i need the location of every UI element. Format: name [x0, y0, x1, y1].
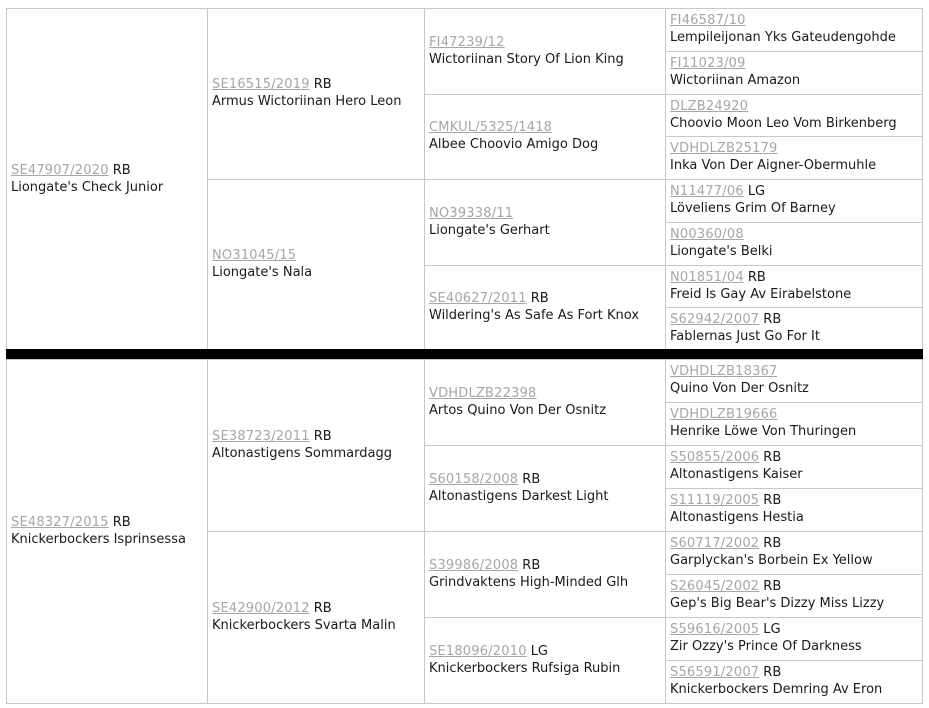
- dog-name: Garplyckan's Borbein Ex Yellow: [670, 553, 873, 568]
- title-badge: RB: [112, 514, 131, 530]
- registration-line: [429, 291, 661, 307]
- pedigree-cell: [207, 179, 425, 351]
- pedigree-cell: [665, 574, 923, 618]
- pedigree-cell: [207, 359, 425, 532]
- registration-line: [429, 206, 661, 222]
- registration-line: [670, 270, 918, 286]
- title-badge: LG: [530, 643, 549, 659]
- registration-line: [429, 35, 661, 51]
- registration-line: [670, 141, 918, 157]
- dog-name: Grindvaktens High-Minded Glh: [429, 574, 629, 590]
- pedigree-cell: [424, 179, 666, 266]
- dog-name: Altonastigens Sommardagg: [212, 445, 392, 461]
- dog-name: Freid Is Gay Av Eirabelstone: [670, 286, 852, 302]
- dog-name: Fablernas Just Go For It: [670, 329, 820, 344]
- registration-line: [670, 227, 918, 243]
- registration-line: [212, 77, 420, 93]
- dog-name: Liongate's Nala: [212, 265, 313, 280]
- pedigree-cell: [424, 445, 666, 532]
- title-badge: RB: [313, 428, 332, 444]
- registration-link[interactable]: DLZB24920: [670, 98, 749, 114]
- dog-name: Knickerbockers Isprinsessa: [11, 531, 186, 547]
- title-badge: RB: [522, 471, 541, 487]
- registration-line: [212, 601, 420, 617]
- registration-line: [670, 184, 918, 200]
- dog-name: Zir Ozzy's Prince Of Darkness: [670, 639, 862, 654]
- registration-link[interactable]: NO39338/11: [429, 205, 514, 221]
- dog-name: Knickerbockers Demring Av Eron: [670, 682, 883, 697]
- dog-name: Gep's Big Bear's Dizzy Miss Lizzy: [670, 596, 885, 611]
- registration-link[interactable]: SE38723/2011: [212, 428, 310, 444]
- pedigree-cell: [665, 660, 923, 704]
- registration-line: [429, 644, 661, 660]
- pedigree-cell: [424, 265, 666, 351]
- registration-link[interactable]: SE18096/2010: [429, 643, 527, 659]
- registration-link[interactable]: FI11023/09: [670, 56, 746, 71]
- dog-name: Wictoriinan Story Of Lion King: [429, 51, 624, 67]
- registration-line: [670, 579, 918, 595]
- pedigree-cell: [665, 136, 923, 180]
- registration-link[interactable]: VDHDLZB25179: [670, 141, 778, 156]
- registration-link[interactable]: VDHDLZB19666: [670, 407, 778, 422]
- title-badge: RB: [313, 600, 332, 616]
- pedigree-cell: [424, 8, 666, 95]
- registration-link[interactable]: S59616/2005: [670, 622, 760, 637]
- registration-link[interactable]: VDHDLZB18367: [670, 364, 778, 379]
- registration-link[interactable]: S39986/2008: [429, 557, 519, 573]
- title-badge: LG: [763, 622, 781, 637]
- pedigree-cell: [207, 531, 425, 704]
- dog-name: Inka Von Der Aigner-Obermuhle: [670, 158, 877, 173]
- registration-line: [670, 13, 918, 29]
- pedigree-cell: [207, 8, 425, 180]
- registration-link[interactable]: SE40627/2011: [429, 291, 527, 306]
- pedigree-cell: [424, 531, 666, 618]
- title-badge: RB: [763, 579, 782, 594]
- title-badge: RB: [763, 536, 782, 551]
- pedigree-cell: [665, 94, 923, 137]
- pedigree-cell: [665, 445, 923, 489]
- title-badge: RB: [763, 665, 782, 680]
- registration-line: [670, 56, 918, 72]
- registration-link[interactable]: N01851/04: [670, 269, 744, 285]
- dog-name: Altonastigens Hestia: [670, 510, 804, 525]
- title-badge: RB: [763, 493, 782, 508]
- registration-line: [212, 429, 420, 445]
- pedigree-cell: [665, 265, 923, 308]
- registration-line: [670, 312, 918, 328]
- registration-link[interactable]: SE16515/2019: [212, 77, 310, 92]
- dog-name: Quino Von Der Osnitz: [670, 381, 809, 396]
- dog-name: Henrike Löwe Von Thuringen: [670, 424, 857, 439]
- registration-link[interactable]: FI46587/10: [670, 13, 746, 28]
- title-badge: RB: [112, 162, 131, 178]
- dog-name: Knickerbockers Svarta Malin: [212, 617, 396, 633]
- registration-line: [670, 493, 918, 509]
- registration-line: [670, 99, 918, 115]
- title-badge: LG: [747, 184, 766, 199]
- dog-name: Altonastigens Darkest Light: [429, 488, 609, 504]
- pedigree-cell: [665, 222, 923, 266]
- registration-line: [670, 364, 918, 380]
- title-badge: RB: [763, 312, 782, 327]
- registration-link[interactable]: FI47239/12: [429, 34, 505, 50]
- registration-line: [429, 386, 661, 402]
- registration-link[interactable]: SE42900/2012: [212, 600, 310, 616]
- registration-line: [670, 536, 918, 552]
- pedigree-cell: [665, 488, 923, 532]
- dog-name: Liongate's Gerhart: [429, 222, 550, 238]
- registration-line: [429, 472, 661, 488]
- registration-line: [11, 163, 203, 179]
- registration-link[interactable]: NO31045/15: [212, 248, 297, 263]
- registration-line: [429, 558, 661, 574]
- dog-name: Wictoriinan Amazon: [670, 73, 801, 88]
- registration-link[interactable]: S60717/2002: [670, 536, 760, 551]
- dog-name: Knickerbockers Rufsiga Rubin: [429, 660, 621, 676]
- dog-name: Liongate's Check Junior: [11, 179, 164, 195]
- title-badge: RB: [530, 291, 549, 306]
- pedigree-cell: [6, 359, 208, 704]
- title-badge: RB: [522, 557, 541, 573]
- registration-link[interactable]: CMKUL/5325/1418: [429, 120, 553, 135]
- half-divider: [6, 349, 923, 359]
- pedigree-cell: [665, 179, 923, 223]
- registration-line: [11, 515, 203, 531]
- pedigree-cell: [665, 531, 923, 575]
- registration-link[interactable]: S62942/2007: [670, 312, 760, 327]
- dog-name: Armus Wictoriinan Hero Leon: [212, 94, 402, 109]
- registration-link[interactable]: N00360/08: [670, 227, 744, 242]
- title-badge: RB: [763, 450, 782, 465]
- registration-link[interactable]: S11119/2005: [670, 493, 760, 508]
- pedigree-cell: [424, 359, 666, 446]
- dog-name: Artos Quino Von Der Osnitz: [429, 402, 607, 418]
- pedigree-cell: [665, 359, 923, 403]
- title-badge: RB: [747, 269, 766, 285]
- registration-line: [670, 622, 918, 638]
- registration-line: [670, 450, 918, 466]
- pedigree-cell: [424, 617, 666, 704]
- dog-name: Altonastigens Kaiser: [670, 467, 803, 482]
- registration-link[interactable]: S50855/2006: [670, 450, 760, 465]
- pedigree-cell: [424, 94, 666, 180]
- pedigree-cell: [665, 402, 923, 446]
- registration-link[interactable]: S56591/2007: [670, 665, 760, 680]
- registration-line: [429, 120, 661, 136]
- registration-line: [212, 248, 420, 264]
- dog-name: Lempileijonan Yks Gateudengohde: [670, 30, 896, 45]
- dog-name: Löveliens Grim Of Barney: [670, 201, 836, 216]
- pedigree-cell: [665, 8, 923, 52]
- dog-name: Liongate's Belki: [670, 244, 773, 259]
- registration-link[interactable]: VDHDLZB22398: [429, 385, 537, 401]
- dog-name: Choovio Moon Leo Vom Birkenberg: [670, 115, 897, 131]
- registration-link[interactable]: SE48327/2015: [11, 514, 109, 530]
- registration-link[interactable]: SE47907/2020: [11, 162, 109, 178]
- dog-name: Wildering's As Safe As Fort Knox: [429, 308, 640, 323]
- registration-link[interactable]: S26045/2002: [670, 579, 760, 594]
- title-badge: RB: [313, 77, 332, 92]
- pedigree-cell: [665, 617, 923, 661]
- registration-line: [670, 665, 918, 681]
- pedigree-cell: [665, 307, 923, 351]
- pedigree-cell: [6, 8, 208, 351]
- pedigree-cell: [665, 51, 923, 95]
- dog-name: Albee Choovio Amigo Dog: [429, 137, 599, 152]
- registration-link[interactable]: S60158/2008: [429, 471, 519, 487]
- registration-link[interactable]: N11477/06: [670, 184, 744, 199]
- registration-line: [670, 407, 918, 423]
